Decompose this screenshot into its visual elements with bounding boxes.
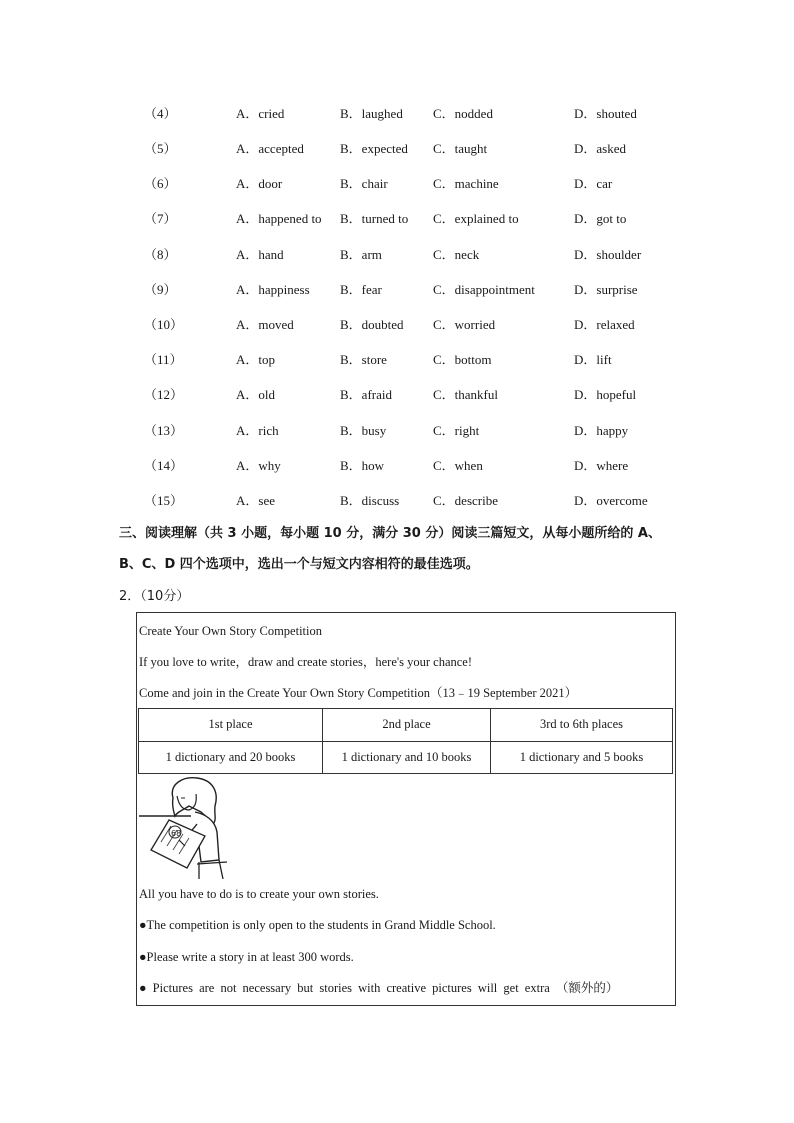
option-b: B．arm <box>340 247 382 262</box>
prize-reward-row <box>139 741 673 774</box>
question-number: （11） <box>144 352 183 367</box>
option-d: D．car <box>574 176 613 191</box>
question-number: （10） <box>144 317 184 332</box>
option-b: B．chair <box>340 176 388 191</box>
question-number: （13） <box>144 423 184 438</box>
option-d: D．shouted <box>574 106 637 121</box>
option-c: C．thankful <box>433 387 498 402</box>
option-d: D．overcome <box>574 493 648 508</box>
prize-table <box>138 708 673 774</box>
option-b: B．afraid <box>340 387 392 402</box>
option-b: B．store <box>340 352 387 367</box>
option-b: B．doubted <box>340 317 404 332</box>
option-c: C．describe <box>433 493 498 508</box>
passage-join-line: Come and join in the Create Your Own Story Competition（13﹣19 September 2021） <box>139 686 578 700</box>
option-b: B．discuss <box>340 493 400 508</box>
passage-intro: If you love to write，draw and create stories，here's your chance! <box>139 655 473 669</box>
option-c: C．bottom <box>433 352 492 367</box>
section-heading-line-2: B、C、D 四个选项中，选出一个与短文内容相符的最佳选项。 <box>119 557 479 572</box>
option-d: D．hopeful <box>574 387 637 402</box>
option-b: B．fear <box>340 282 382 297</box>
option-a: A．happiness <box>236 282 310 297</box>
option-a: A．happened to <box>236 211 322 226</box>
option-c: C．taught <box>433 141 488 156</box>
question-number: （7） <box>144 211 177 226</box>
question-label: 2．（10分） <box>119 589 190 604</box>
question-number: （12） <box>144 387 184 402</box>
prize-reward-cell: 1 dictionary and 5 books <box>491 741 673 774</box>
option-d: D．got to <box>574 211 627 226</box>
option-b: B．turned to <box>340 211 409 226</box>
option-a: A．moved <box>236 317 294 332</box>
option-a: A．old <box>236 387 276 402</box>
option-c: C．right <box>433 423 480 438</box>
svg-text:68: 68 <box>171 829 182 838</box>
girl-drawing-illustration <box>139 776 231 879</box>
option-c: C．nodded <box>433 106 493 121</box>
option-d: D．lift <box>574 352 612 367</box>
prize-reward-cell: 1 dictionary and 20 books <box>139 741 323 774</box>
section-heading-line-1: 三、阅读理解（共 3 小题，每小题 10 分，满分 30 分）阅读三篇短文，从每小题所给的 A、 <box>119 526 661 541</box>
option-c: C．worried <box>433 317 496 332</box>
prize-place-row <box>139 709 673 742</box>
option-a: A．why <box>236 458 281 473</box>
option-c: C．neck <box>433 247 480 262</box>
option-d: D．asked <box>574 141 626 156</box>
passage-instruction: All you have to do is to create your own stories. <box>139 887 379 901</box>
option-a: A．cried <box>236 106 285 121</box>
option-c: C．explained to <box>433 211 519 226</box>
prize-place-cell: 1st place <box>139 709 323 742</box>
passage-box <box>136 612 676 1006</box>
prize-place-cell: 2nd place <box>323 709 491 742</box>
prize-reward-cell: 1 dictionary and 10 books <box>323 741 491 774</box>
prize-place-cell: 3rd to 6th places <box>491 709 673 742</box>
question-number: （9） <box>144 282 177 297</box>
option-a: A．hand <box>236 247 284 262</box>
rule-item: ●The competition is only open to the students in Grand Middle School. <box>139 918 496 932</box>
question-number: （14） <box>144 458 184 473</box>
option-c: C．machine <box>433 176 499 191</box>
option-a: A．rich <box>236 423 279 438</box>
option-a: A．accepted <box>236 141 304 156</box>
option-d: D．where <box>574 458 629 473</box>
question-number: （15） <box>144 493 184 508</box>
option-a: A．door <box>236 176 283 191</box>
option-a: A．top <box>236 352 276 367</box>
rule-item: ● Pictures are not necessary but stories with creative pictures will get extra （额外的） <box>139 981 619 995</box>
question-number: （4） <box>144 106 177 121</box>
question-number: （5） <box>144 141 177 156</box>
option-d: D．happy <box>574 423 629 438</box>
option-c: C．disappointment <box>433 282 535 297</box>
option-c: C．when <box>433 458 483 473</box>
question-number: （6） <box>144 176 177 191</box>
option-d: D．shoulder <box>574 247 642 262</box>
option-b: B．laughed <box>340 106 403 121</box>
option-b: B．expected <box>340 141 408 156</box>
question-number: （8） <box>144 247 177 262</box>
rule-item: ●Please write a story in at least 300 words. <box>139 950 354 964</box>
option-d: D．surprise <box>574 282 638 297</box>
passage-title: Create Your Own Story Competition <box>139 624 322 638</box>
option-a: A．see <box>236 493 275 508</box>
option-d: D．relaxed <box>574 317 635 332</box>
option-b: B．busy <box>340 423 387 438</box>
option-b: B．how <box>340 458 385 473</box>
